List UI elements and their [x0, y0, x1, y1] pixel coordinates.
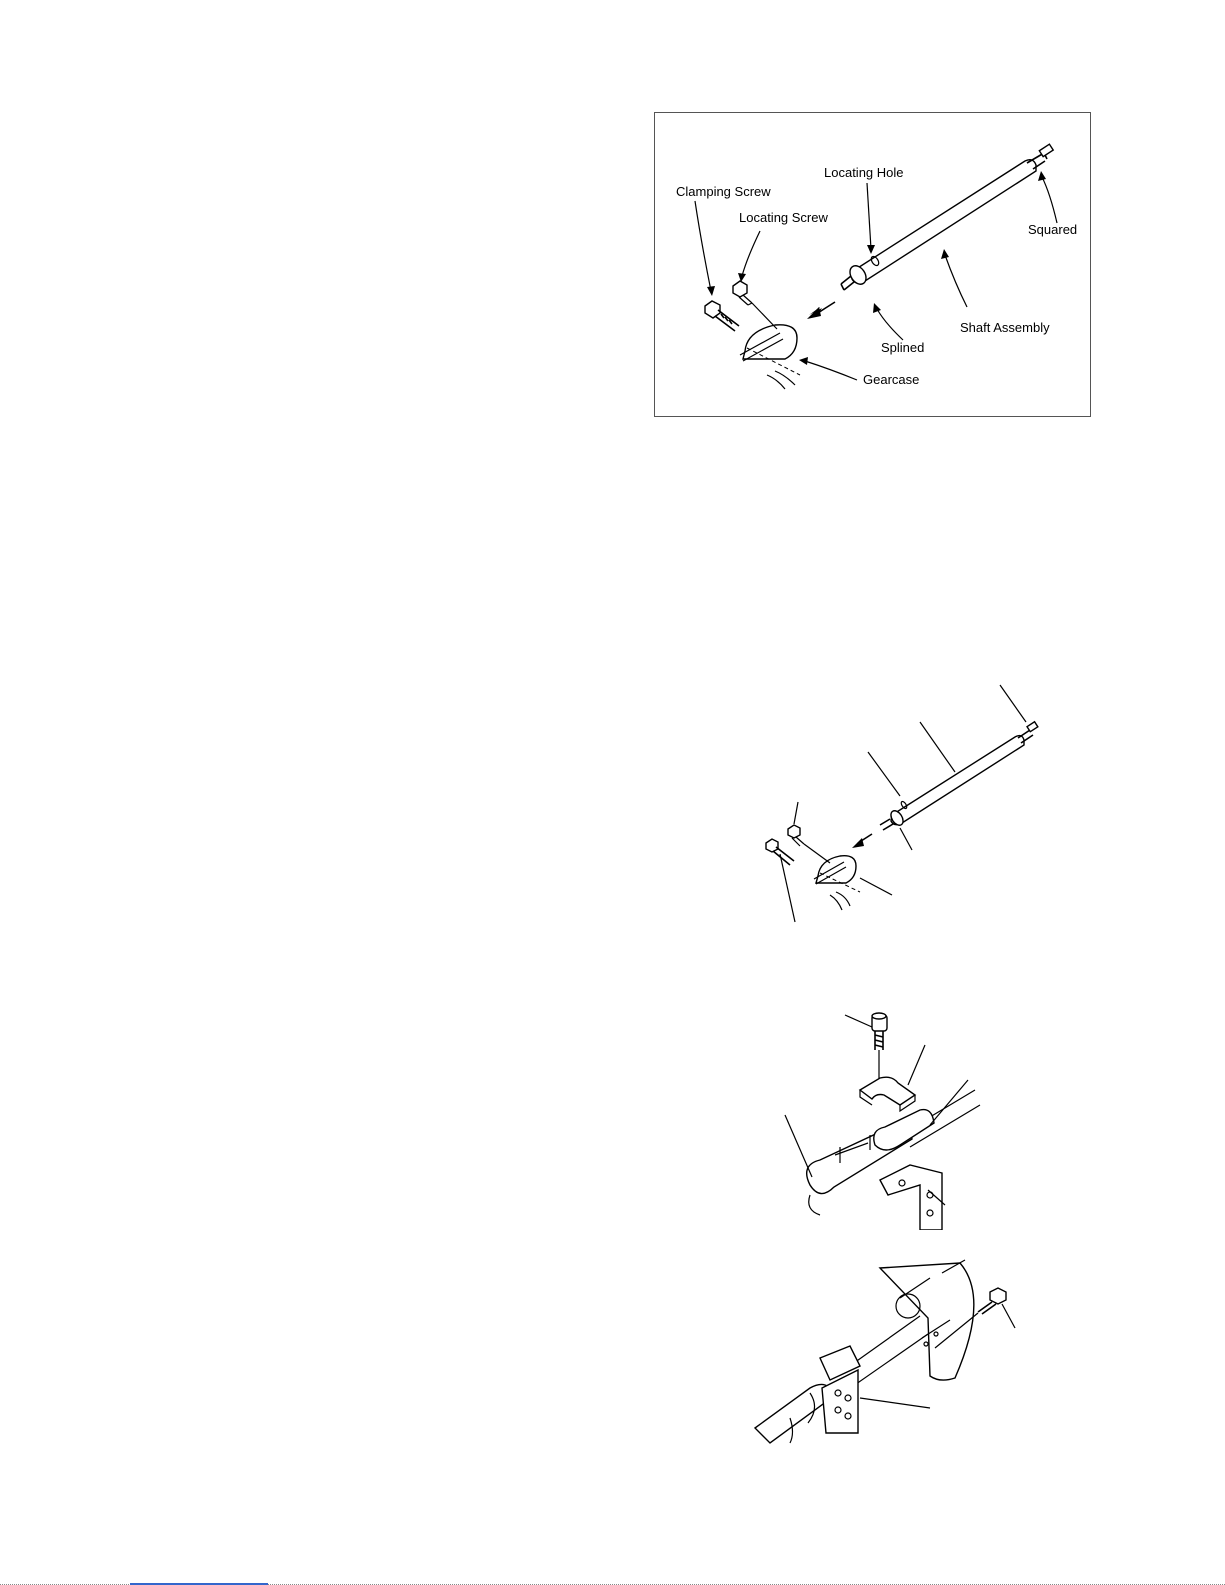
figure-shaft-assembly-unlabelled: [750, 680, 1050, 930]
label-locating-screw: Locating Screw: [739, 210, 828, 225]
shaft-assembly-diagram: [655, 113, 1090, 416]
clamping-screw: [705, 301, 739, 331]
figure-clamp-bracket: [780, 1005, 990, 1230]
label-locating-hole: Locating Hole: [824, 165, 904, 180]
label-splined: Splined: [881, 340, 925, 355]
figure-shield-assembly: [750, 1258, 1030, 1448]
figure-shaft-assembly-labelled: [654, 112, 1091, 417]
shield-assembly-diagram: [750, 1258, 1030, 1448]
label-squared: Squared: [1028, 222, 1078, 237]
label-clamping-screw: Clamping Screw: [676, 184, 771, 199]
label-gearcase: Gearcase: [863, 372, 920, 387]
direction-arrow: [807, 302, 835, 319]
locating-screw: [733, 281, 777, 329]
shaft-assembly-diagram-2: [750, 680, 1050, 930]
label-shaft-assembly: Shaft Assembly: [960, 320, 1050, 335]
clamp-bracket-diagram: [780, 1005, 990, 1230]
gearcase: [740, 325, 800, 389]
